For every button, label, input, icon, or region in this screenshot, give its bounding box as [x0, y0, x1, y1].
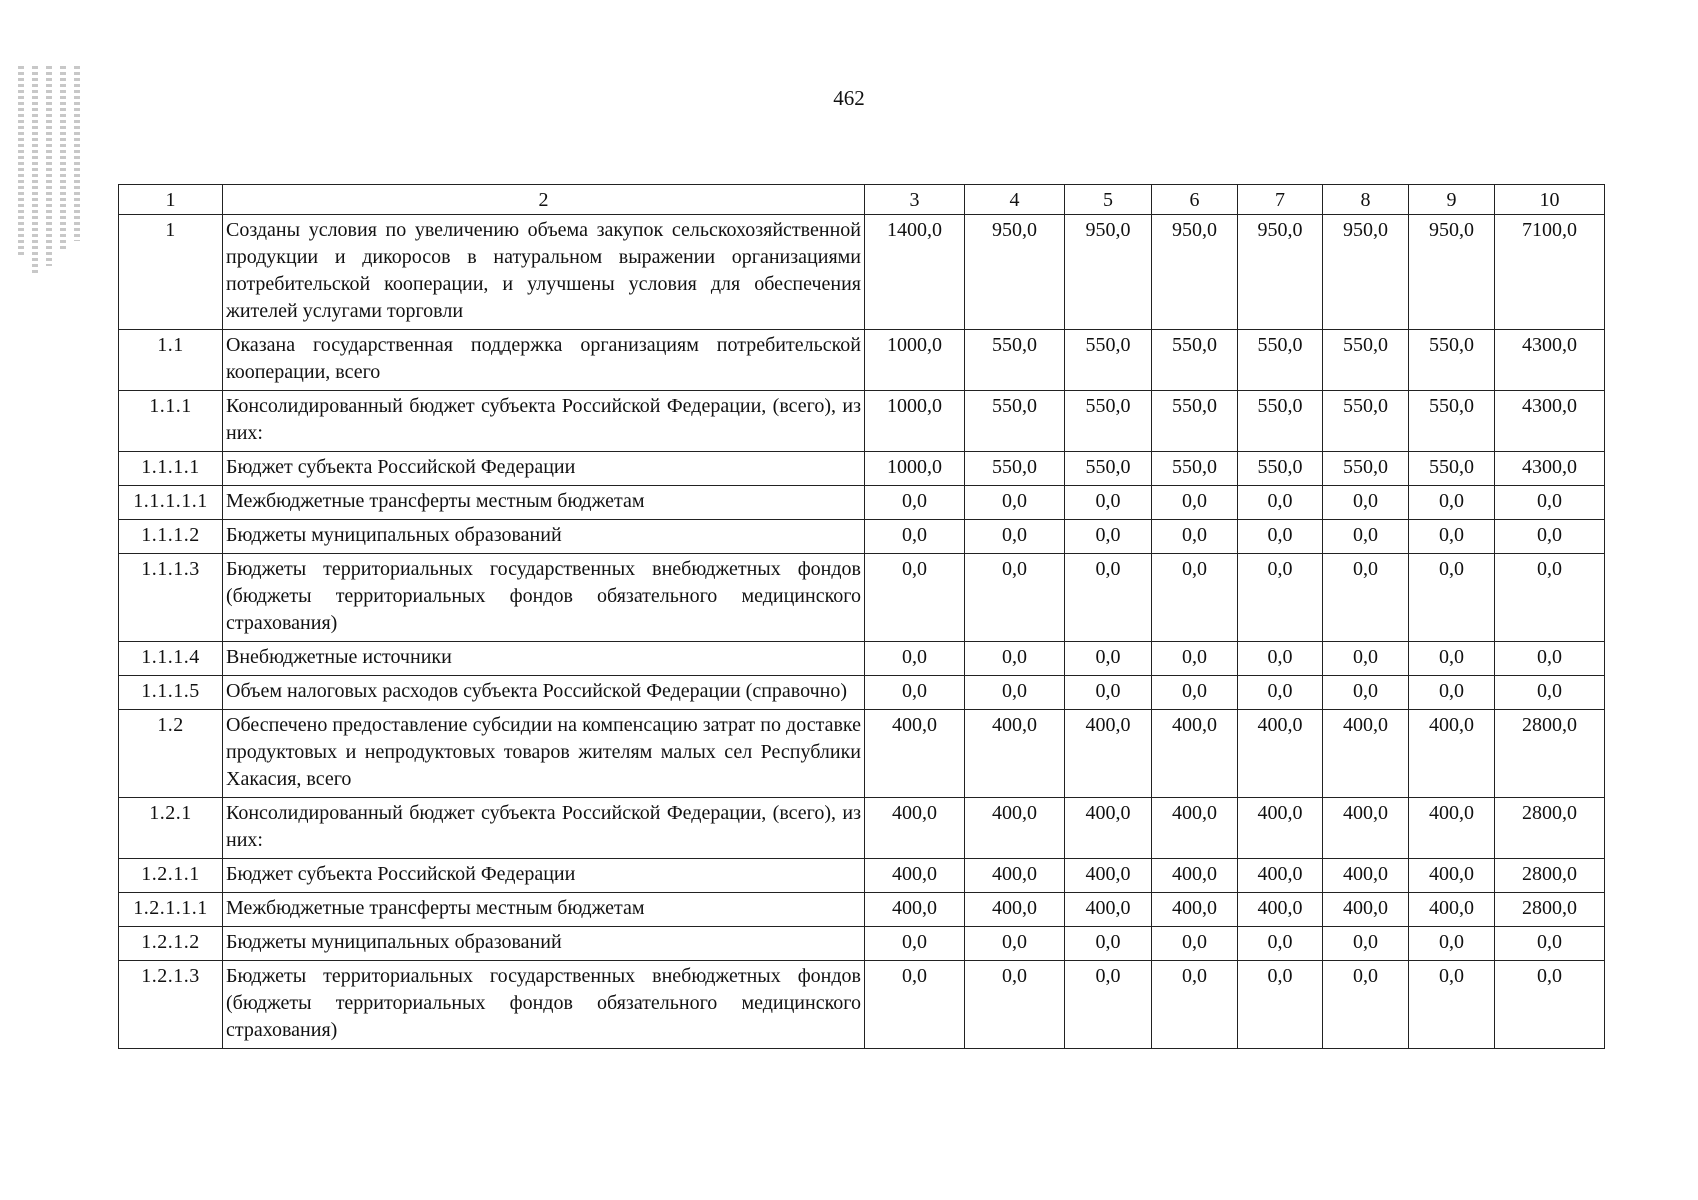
value-cell: 2800,0 [1495, 893, 1605, 927]
value-cell: 4300,0 [1495, 391, 1605, 452]
value-cell: 0,0 [1495, 676, 1605, 710]
value-cell: 0,0 [1495, 642, 1605, 676]
value-cell: 400,0 [965, 710, 1065, 798]
value-cell: 0,0 [1065, 927, 1152, 961]
table-row [119, 215, 1605, 330]
row-description: Бюджеты муниципальных образований [223, 927, 865, 961]
value-cell: 400,0 [1065, 710, 1152, 798]
value-cell: 0,0 [1495, 520, 1605, 554]
row-code: 1.1.1.2 [119, 520, 223, 554]
value-cell: 950,0 [1238, 215, 1323, 330]
table-row [119, 893, 1605, 927]
value-cell: 950,0 [1065, 215, 1152, 330]
value-cell: 0,0 [1409, 961, 1495, 1049]
value-cell: 0,0 [1495, 927, 1605, 961]
column-header: 4 [965, 185, 1065, 215]
page-number: 462 [833, 86, 865, 110]
value-cell: 950,0 [1409, 215, 1495, 330]
value-cell: 400,0 [1409, 893, 1495, 927]
value-cell: 400,0 [1323, 798, 1409, 859]
value-cell: 0,0 [865, 676, 965, 710]
value-cell: 0,0 [865, 927, 965, 961]
value-cell: 0,0 [1495, 554, 1605, 642]
value-cell: 550,0 [1323, 391, 1409, 452]
row-code: 1.2.1.2 [119, 927, 223, 961]
value-cell: 400,0 [965, 859, 1065, 893]
row-description: Бюджеты муниципальных образований [223, 520, 865, 554]
value-cell: 0,0 [1065, 486, 1152, 520]
column-header: 3 [865, 185, 965, 215]
value-cell: 400,0 [1323, 710, 1409, 798]
row-description: Консолидированный бюджет субъекта Российской Федерации, (всего), из них: [223, 798, 865, 859]
row-description: Межбюджетные трансферты местным бюджетам [223, 893, 865, 927]
row-code: 1.1 [119, 330, 223, 391]
value-cell: 2800,0 [1495, 859, 1605, 893]
value-cell: 0,0 [1238, 961, 1323, 1049]
value-cell: 400,0 [1065, 859, 1152, 893]
column-header: 10 [1495, 185, 1605, 215]
row-description: Внебюджетные источники [223, 642, 865, 676]
row-description: Бюджеты территориальных государственных внебюджетных фондов (бюджеты территориальных фондов обязательного медицинского страхования) [223, 554, 865, 642]
row-code: 1.1.1.3 [119, 554, 223, 642]
value-cell: 400,0 [865, 859, 965, 893]
value-cell: 0,0 [965, 642, 1065, 676]
column-header: 5 [1065, 185, 1152, 215]
table-row [119, 676, 1605, 710]
row-code: 1.2.1.1.1 [119, 893, 223, 927]
value-cell: 0,0 [865, 520, 965, 554]
value-cell: 0,0 [1238, 927, 1323, 961]
value-cell: 0,0 [865, 961, 965, 1049]
value-cell: 0,0 [1323, 554, 1409, 642]
value-cell: 550,0 [1238, 391, 1323, 452]
value-cell: 550,0 [1152, 391, 1238, 452]
table-row [119, 859, 1605, 893]
value-cell: 4300,0 [1495, 330, 1605, 391]
value-cell: 0,0 [1238, 520, 1323, 554]
value-cell: 550,0 [1065, 330, 1152, 391]
column-header: 7 [1238, 185, 1323, 215]
row-code: 1.1.1.1 [119, 452, 223, 486]
row-code: 1.2.1.3 [119, 961, 223, 1049]
value-cell: 400,0 [1238, 893, 1323, 927]
value-cell: 400,0 [865, 798, 965, 859]
value-cell: 0,0 [1065, 554, 1152, 642]
table-row [119, 330, 1605, 391]
value-cell: 0,0 [1238, 642, 1323, 676]
column-header: 1 [119, 185, 223, 215]
table-row [119, 710, 1605, 798]
value-cell: 400,0 [1323, 893, 1409, 927]
value-cell: 0,0 [965, 554, 1065, 642]
value-cell: 7100,0 [1495, 215, 1605, 330]
value-cell: 0,0 [1152, 486, 1238, 520]
value-cell: 950,0 [1323, 215, 1409, 330]
value-cell: 0,0 [1152, 927, 1238, 961]
row-code: 1.1.1 [119, 391, 223, 452]
value-cell: 0,0 [865, 642, 965, 676]
value-cell: 550,0 [1409, 452, 1495, 486]
value-cell: 0,0 [1323, 486, 1409, 520]
value-cell: 0,0 [1409, 520, 1495, 554]
value-cell: 400,0 [1065, 893, 1152, 927]
value-cell: 0,0 [1323, 961, 1409, 1049]
value-cell: 0,0 [965, 927, 1065, 961]
value-cell: 400,0 [1152, 859, 1238, 893]
value-cell: 400,0 [1238, 710, 1323, 798]
table-header-row [119, 185, 1605, 215]
value-cell: 0,0 [1065, 520, 1152, 554]
value-cell: 400,0 [965, 798, 1065, 859]
value-cell: 0,0 [1495, 486, 1605, 520]
value-cell: 1000,0 [865, 452, 965, 486]
table-row [119, 961, 1605, 1049]
value-cell: 400,0 [1238, 798, 1323, 859]
table-row [119, 927, 1605, 961]
row-code: 1.2.1 [119, 798, 223, 859]
row-description: Бюджет субъекта Российской Федерации [223, 452, 865, 486]
row-description: Межбюджетные трансферты местным бюджетам [223, 486, 865, 520]
value-cell: 0,0 [1323, 927, 1409, 961]
value-cell: 550,0 [1409, 391, 1495, 452]
value-cell: 950,0 [965, 215, 1065, 330]
value-cell: 0,0 [965, 520, 1065, 554]
value-cell: 0,0 [1065, 676, 1152, 710]
value-cell: 0,0 [965, 676, 1065, 710]
value-cell: 0,0 [1409, 927, 1495, 961]
value-cell: 400,0 [965, 893, 1065, 927]
value-cell: 0,0 [1152, 520, 1238, 554]
row-description: Объем налоговых расходов субъекта Российской Федерации (справочно) [223, 676, 865, 710]
table-row [119, 554, 1605, 642]
row-description: Бюджеты территориальных государственных внебюджетных фондов (бюджеты территориальных фондов обязательного медицинского страхования) [223, 961, 865, 1049]
value-cell: 400,0 [1409, 859, 1495, 893]
value-cell: 400,0 [1323, 859, 1409, 893]
value-cell: 0,0 [1152, 961, 1238, 1049]
value-cell: 0,0 [1065, 642, 1152, 676]
column-header: 2 [223, 185, 865, 215]
value-cell: 550,0 [1238, 330, 1323, 391]
table-row [119, 642, 1605, 676]
value-cell: 0,0 [865, 554, 965, 642]
value-cell: 0,0 [865, 486, 965, 520]
value-cell: 400,0 [1409, 798, 1495, 859]
value-cell: 0,0 [1065, 961, 1152, 1049]
table-row [119, 391, 1605, 452]
row-description: Оказана государственная поддержка организациям потребительской кооперации, всего [223, 330, 865, 391]
value-cell: 0,0 [1152, 554, 1238, 642]
value-cell: 550,0 [965, 330, 1065, 391]
row-code: 1.1.1.1.1 [119, 486, 223, 520]
value-cell: 0,0 [1323, 520, 1409, 554]
value-cell: 0,0 [1323, 642, 1409, 676]
row-code: 1.1.1.5 [119, 676, 223, 710]
row-code: 1.2.1.1 [119, 859, 223, 893]
column-header: 9 [1409, 185, 1495, 215]
value-cell: 0,0 [1152, 676, 1238, 710]
value-cell: 1000,0 [865, 391, 965, 452]
value-cell: 400,0 [865, 893, 965, 927]
table-body [119, 215, 1605, 1049]
value-cell: 0,0 [1238, 554, 1323, 642]
value-cell: 400,0 [1152, 710, 1238, 798]
value-cell: 550,0 [1152, 330, 1238, 391]
row-description: Созданы условия по увеличению объема закупок сельскохозяйственной продукции и дикоросов в натуральном выражении организациями потребительской кооперации, и улучшены условия для обеспечения жителей услугами торговли [223, 215, 865, 330]
value-cell: 550,0 [1065, 452, 1152, 486]
row-description: Бюджет субъекта Российской Федерации [223, 859, 865, 893]
value-cell: 4300,0 [1495, 452, 1605, 486]
value-cell: 550,0 [1238, 452, 1323, 486]
value-cell: 550,0 [1065, 391, 1152, 452]
value-cell: 0,0 [1409, 642, 1495, 676]
value-cell: 550,0 [1323, 452, 1409, 486]
value-cell: 400,0 [1152, 798, 1238, 859]
value-cell: 0,0 [1238, 676, 1323, 710]
value-cell: 0,0 [965, 961, 1065, 1049]
value-cell: 1000,0 [865, 330, 965, 391]
value-cell: 0,0 [1323, 676, 1409, 710]
value-cell: 0,0 [1409, 486, 1495, 520]
column-header: 6 [1152, 185, 1238, 215]
value-cell: 0,0 [1238, 486, 1323, 520]
value-cell: 400,0 [1152, 893, 1238, 927]
table-row [119, 798, 1605, 859]
value-cell: 400,0 [1409, 710, 1495, 798]
row-description: Консолидированный бюджет субъекта Российской Федерации, (всего), из них: [223, 391, 865, 452]
value-cell: 400,0 [865, 710, 965, 798]
budget-table [118, 184, 1605, 1049]
value-cell: 550,0 [965, 452, 1065, 486]
value-cell: 2800,0 [1495, 710, 1605, 798]
value-cell: 0,0 [965, 486, 1065, 520]
table-row [119, 452, 1605, 486]
table-row [119, 486, 1605, 520]
value-cell: 0,0 [1152, 642, 1238, 676]
value-cell: 400,0 [1238, 859, 1323, 893]
value-cell: 0,0 [1409, 554, 1495, 642]
value-cell: 400,0 [1065, 798, 1152, 859]
row-code: 1 [119, 215, 223, 330]
row-code: 1.1.1.4 [119, 642, 223, 676]
table-row [119, 520, 1605, 554]
margin-registration-stamp [14, 66, 88, 276]
value-cell: 1400,0 [865, 215, 965, 330]
value-cell: 2800,0 [1495, 798, 1605, 859]
column-header: 8 [1323, 185, 1409, 215]
value-cell: 550,0 [1152, 452, 1238, 486]
value-cell: 550,0 [965, 391, 1065, 452]
row-description: Обеспечено предоставление субсидии на компенсацию затрат по доставке продуктовых и непродуктовых товаров жителям малых сел Республики Хакасия, всего [223, 710, 865, 798]
value-cell: 550,0 [1409, 330, 1495, 391]
value-cell: 0,0 [1495, 961, 1605, 1049]
value-cell: 0,0 [1409, 676, 1495, 710]
value-cell: 550,0 [1323, 330, 1409, 391]
value-cell: 950,0 [1152, 215, 1238, 330]
row-code: 1.2 [119, 710, 223, 798]
